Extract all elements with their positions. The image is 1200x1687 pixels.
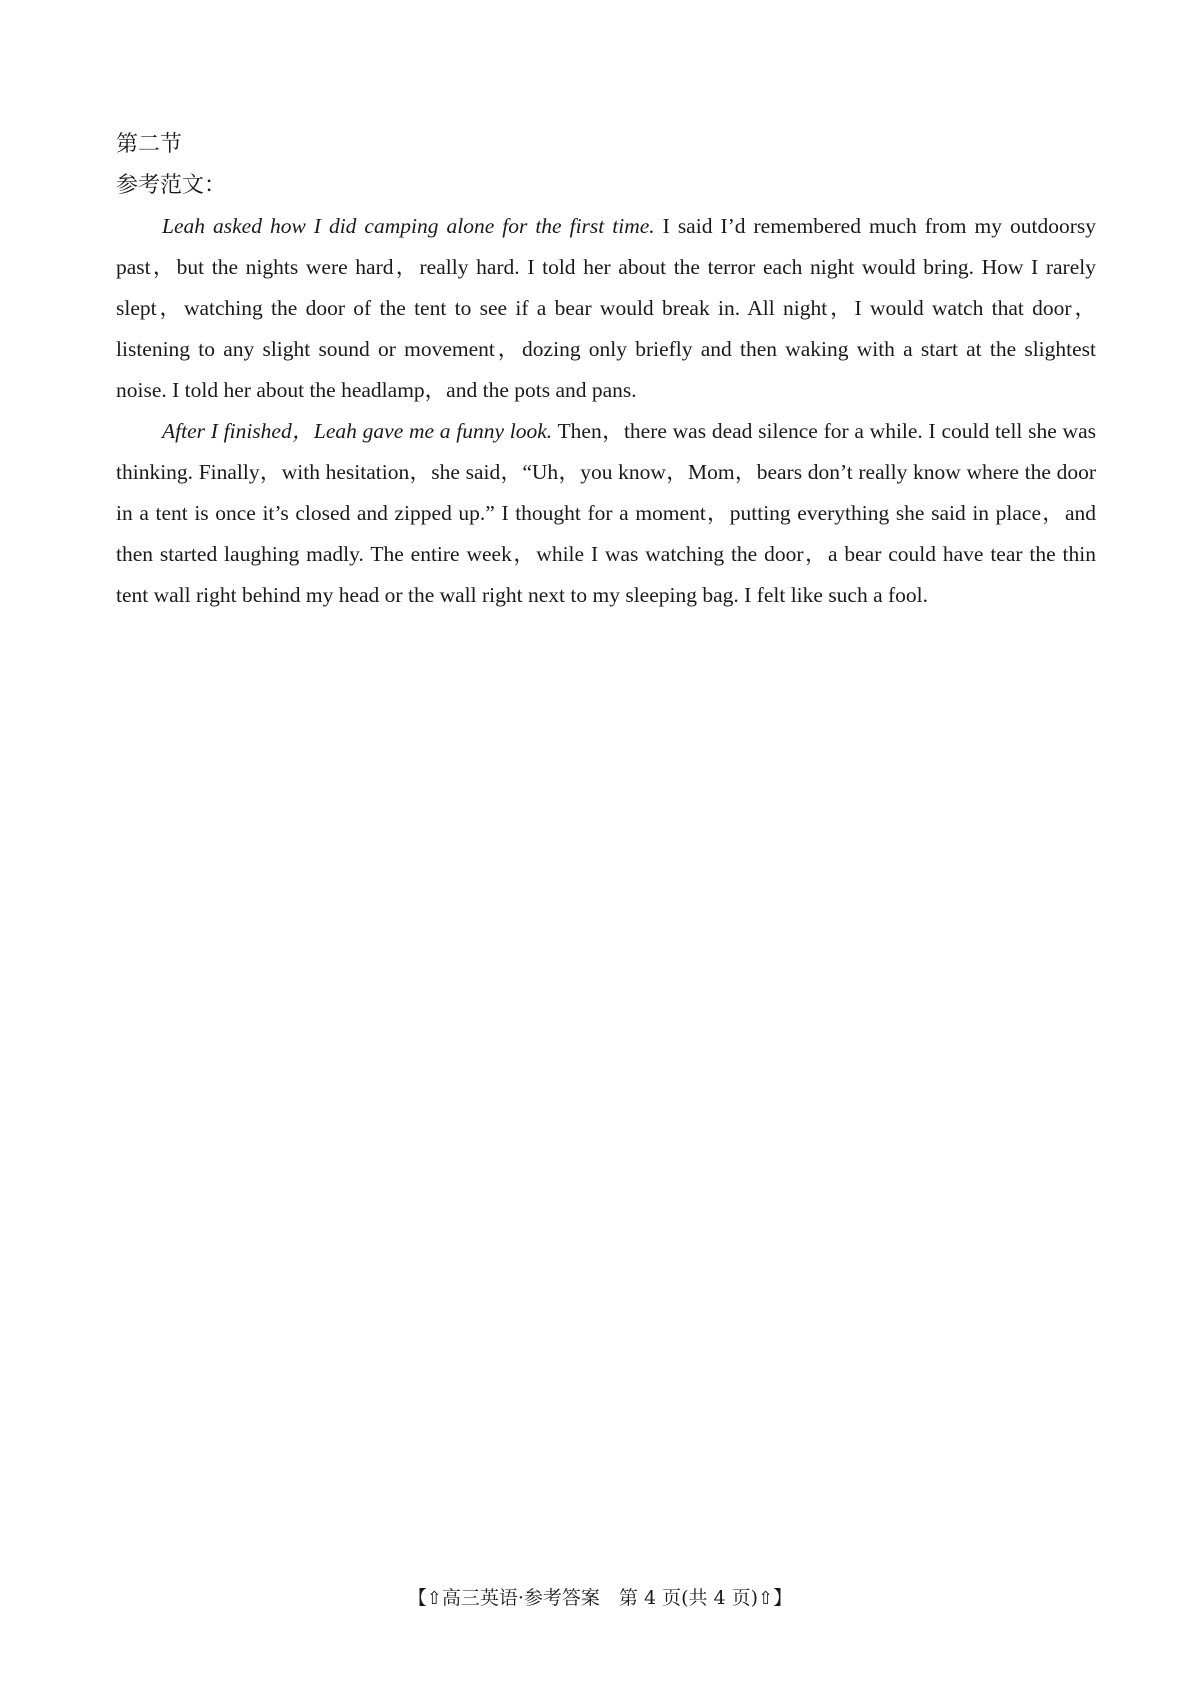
footer-text: 高三英语·参考答案 第 4 页(共 4 页) <box>441 1587 759 1609</box>
essay-paragraph-2 <box>116 411 1096 616</box>
up-arrow-icon-right: ⇧ <box>758 1588 774 1609</box>
up-arrow-icon: ⇧ <box>426 1588 442 1609</box>
section-title: 第二节 <box>116 132 183 157</box>
footer-close-bracket: 】 <box>773 1587 793 1609</box>
answer-section <box>116 124 1096 616</box>
paragraph-1-lead: Leah asked how I did camping alone for the first time. <box>162 214 655 238</box>
page-footer <box>0 1583 1200 1614</box>
footer-open-bracket: 【 <box>407 1587 427 1609</box>
paragraph-2-body: Then，there was dead silence for a while. I could tell she was thinking. Finally，with hesitation，she said，“Uh，you know，Mom，bears don’t really know where the door in a tent is once it’s closed and zipped up.” I thought for a moment，putting everything she said in place，and then started laughing madly. The entire week，while I was watching the door，a bear could have tear the thin tent wall right behind my head or the wall right next to my sleeping bag. I felt like such a fool. <box>116 419 1096 607</box>
paragraph-2-lead: After I finished，Leah gave me a funny look. <box>162 419 553 443</box>
section-subtitle: 参考范文： <box>116 173 227 198</box>
essay-paragraph-1 <box>116 206 1096 411</box>
paragraph-1-body: I said I’d remembered much from my outdoorsy past，but the nights were hard，really hard. I told her about the terror each night would bring. How I rarely slept，watching the door of the tent to see if a bear would break in. All night，I would watch that door，listening to any slight sound or movement，dozing only briefly and then waking with a start at the slightest noise. I told her about the headlamp，and the pots and pans. <box>116 214 1096 402</box>
